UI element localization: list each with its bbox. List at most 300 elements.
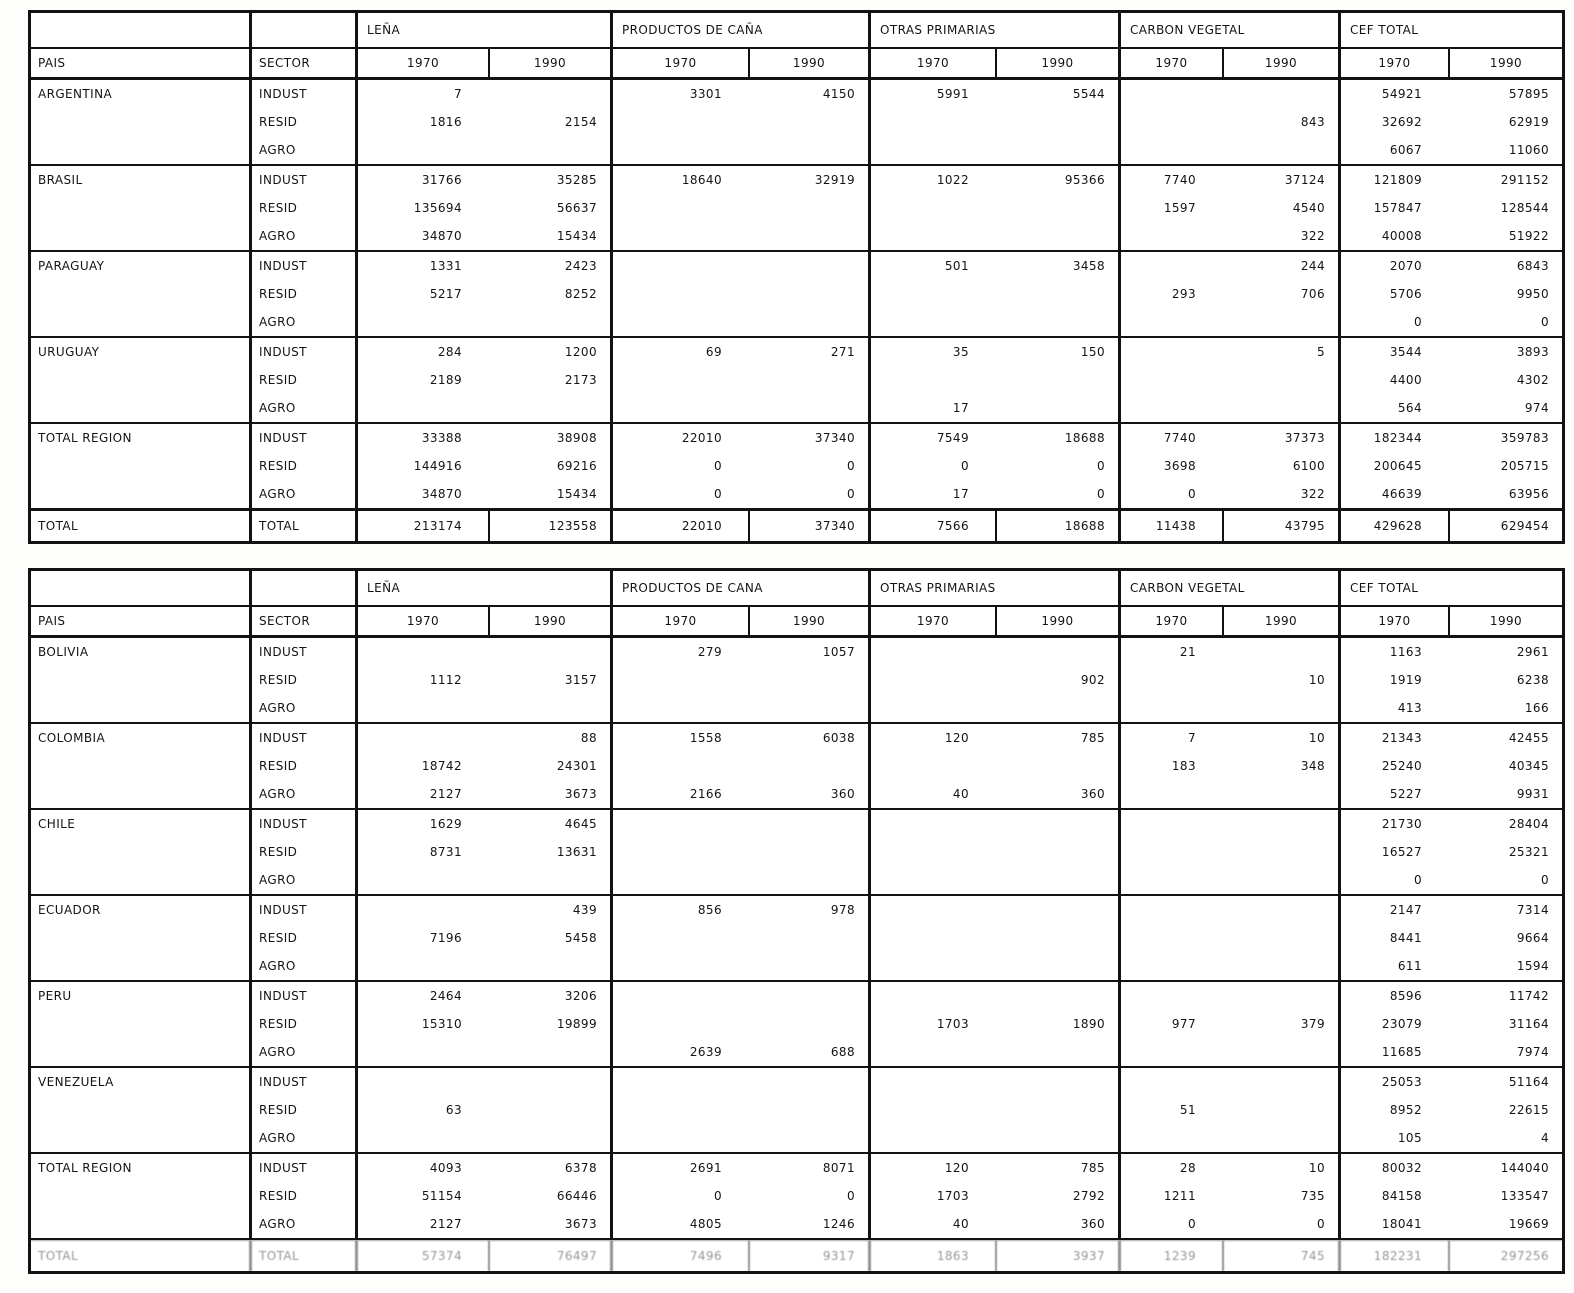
value-cell: 10 <box>1308 1161 1325 1175</box>
value-cell <box>995 280 1118 308</box>
sector-label: AGRO <box>249 694 355 722</box>
value-cell: 2639 <box>610 1038 748 1066</box>
country-block <box>31 1154 1562 1240</box>
value-cell <box>488 1096 610 1124</box>
value-cell <box>610 366 748 394</box>
value-cell: 37340 <box>814 431 855 445</box>
value-cell: 19669 <box>1508 1217 1549 1231</box>
value-cell: 13631 <box>556 845 597 859</box>
year-header: 1970 <box>610 607 748 635</box>
energy-table-region-1 <box>28 10 1565 544</box>
value-cell: 10 <box>1308 731 1325 745</box>
value-cell: 8731 <box>355 838 488 866</box>
value-cell <box>995 1038 1118 1066</box>
total-sector-label: TOTAL <box>249 1241 355 1271</box>
value-cell: 166 <box>1524 701 1549 715</box>
value-cell: 1211 <box>1118 1182 1222 1210</box>
value-cell <box>1222 780 1338 808</box>
value-cell: 1246 <box>822 1217 855 1231</box>
value-cell: 32692 <box>1338 108 1448 136</box>
value-cell <box>995 308 1118 336</box>
country-block <box>31 896 1562 982</box>
value-cell: 6843 <box>1516 259 1549 273</box>
value-cell: 3301 <box>610 80 748 108</box>
value-cell <box>610 838 748 866</box>
value-cell <box>488 638 610 666</box>
sector-label: AGRO <box>249 952 355 980</box>
sector-label: RESID <box>249 924 355 952</box>
value-cell <box>1222 924 1338 952</box>
value-cell: 611 <box>1338 952 1448 980</box>
total-value-cell: 7496 <box>610 1241 748 1271</box>
corner-blank <box>31 571 249 605</box>
value-cell <box>868 1038 995 1066</box>
year-header: 1970 <box>1338 49 1448 77</box>
value-cell: 0 <box>1338 308 1448 336</box>
value-cell: 40 <box>868 1210 995 1238</box>
value-cell: 735 <box>1300 1189 1325 1203</box>
value-cell: 0 <box>610 1182 748 1210</box>
sector-label: INDUST <box>249 724 355 752</box>
corner-blank <box>249 571 355 605</box>
sector-label: INDUST <box>249 810 355 838</box>
value-cell: 7314 <box>1516 903 1549 917</box>
country-label: BOLIVIA <box>38 645 89 659</box>
column-group-header-row <box>31 571 1562 607</box>
value-cell: 348 <box>1300 759 1325 773</box>
value-cell: 5991 <box>868 80 995 108</box>
value-cell <box>355 866 488 894</box>
value-cell <box>355 694 488 722</box>
value-cell <box>868 222 995 250</box>
value-cell: 24301 <box>556 759 597 773</box>
country-block <box>31 252 1562 338</box>
value-cell: 9664 <box>1516 931 1549 945</box>
value-cell <box>748 838 868 866</box>
value-cell: 1112 <box>355 666 488 694</box>
value-cell: 37373 <box>1284 431 1325 445</box>
value-cell: 183 <box>1118 752 1222 780</box>
value-cell <box>610 136 748 164</box>
value-cell <box>610 1068 748 1096</box>
value-cell: 785 <box>1080 731 1105 745</box>
value-cell: 843 <box>1300 115 1325 129</box>
value-cell: 0 <box>1118 1210 1222 1238</box>
year-header: 1970 <box>868 49 995 77</box>
value-cell <box>868 752 995 780</box>
value-cell: 1703 <box>868 1182 995 1210</box>
value-cell <box>1222 136 1338 164</box>
value-cell <box>995 866 1118 894</box>
value-cell: 21730 <box>1338 810 1448 838</box>
sector-label: AGRO <box>249 1038 355 1066</box>
value-cell <box>1222 638 1338 666</box>
value-cell: 46639 <box>1338 480 1448 508</box>
value-cell <box>1118 338 1222 366</box>
value-cell: 2154 <box>564 115 597 129</box>
column-group-header: PRODUCTOS DE CAÑA <box>610 13 868 47</box>
value-cell <box>868 666 995 694</box>
year-header: 1990 <box>488 49 610 77</box>
sector-label: AGRO <box>249 136 355 164</box>
value-cell: 785 <box>1080 1161 1105 1175</box>
total-value-cell: 9317 <box>748 1241 868 1271</box>
value-cell <box>868 952 995 980</box>
value-cell: 379 <box>1300 1017 1325 1031</box>
value-cell <box>995 810 1118 838</box>
value-cell <box>610 924 748 952</box>
value-cell: 35 <box>868 338 995 366</box>
value-cell: 5217 <box>355 280 488 308</box>
value-cell <box>748 866 868 894</box>
value-cell: 4150 <box>822 87 855 101</box>
value-cell: 38908 <box>556 431 597 445</box>
value-cell <box>610 222 748 250</box>
sector-label: RESID <box>249 1182 355 1210</box>
value-cell: 360 <box>1080 1217 1105 1231</box>
value-cell <box>610 308 748 336</box>
value-cell: 80032 <box>1338 1154 1448 1182</box>
value-cell <box>1118 1124 1222 1152</box>
value-cell <box>868 1068 995 1096</box>
value-cell: 11060 <box>1508 143 1549 157</box>
country-label: PARAGUAY <box>38 259 105 273</box>
value-cell <box>1118 666 1222 694</box>
value-cell: 18742 <box>355 752 488 780</box>
value-cell <box>868 810 995 838</box>
value-cell: 17 <box>868 480 995 508</box>
value-cell <box>868 366 995 394</box>
column-group-header: CEF TOTAL <box>1338 571 1562 605</box>
column-group-header: PRODUCTOS DE CANA <box>610 571 868 605</box>
value-cell: 4400 <box>1338 366 1448 394</box>
value-cell: 0 <box>610 452 748 480</box>
value-cell: 2070 <box>1338 252 1448 280</box>
sector-label: INDUST <box>249 896 355 924</box>
value-cell <box>748 982 868 1010</box>
value-cell: 0 <box>1338 866 1448 894</box>
value-cell: 4540 <box>1292 201 1325 215</box>
value-cell <box>1222 952 1338 980</box>
year-header: 1970 <box>1118 49 1222 77</box>
value-cell: 35285 <box>556 173 597 187</box>
value-cell: 5227 <box>1338 780 1448 808</box>
sector-label: INDUST <box>249 1068 355 1096</box>
value-cell: 34870 <box>355 480 488 508</box>
value-cell <box>748 394 868 422</box>
value-cell: 688 <box>830 1045 855 1059</box>
value-cell: 51922 <box>1508 229 1549 243</box>
year-header: 1990 <box>995 49 1118 77</box>
value-cell: 7 <box>355 80 488 108</box>
value-cell: 128544 <box>1500 201 1549 215</box>
value-cell: 4302 <box>1516 373 1549 387</box>
value-cell <box>1222 1124 1338 1152</box>
value-cell: 2464 <box>355 982 488 1010</box>
value-cell <box>995 136 1118 164</box>
value-cell: 0 <box>1096 487 1105 501</box>
year-header: 1990 <box>1448 607 1562 635</box>
value-cell: 22615 <box>1508 1103 1549 1117</box>
value-cell: 244 <box>1300 259 1325 273</box>
value-cell: 2792 <box>1072 1189 1105 1203</box>
country-block <box>31 810 1562 896</box>
total-value-cell: 43795 <box>1222 511 1338 541</box>
value-cell: 57895 <box>1508 87 1549 101</box>
value-cell <box>995 752 1118 780</box>
value-cell: 16527 <box>1338 838 1448 866</box>
value-cell <box>748 252 868 280</box>
value-cell <box>1118 982 1222 1010</box>
value-cell: 2173 <box>564 373 597 387</box>
country-block <box>31 724 1562 810</box>
value-cell: 293 <box>1118 280 1222 308</box>
value-cell <box>1222 694 1338 722</box>
value-cell <box>748 136 868 164</box>
value-cell <box>488 1068 610 1096</box>
sector-label: AGRO <box>249 308 355 336</box>
value-cell <box>610 752 748 780</box>
value-cell <box>1118 1038 1222 1066</box>
value-cell <box>995 982 1118 1010</box>
value-cell: 25321 <box>1508 845 1549 859</box>
year-header: 1970 <box>1118 607 1222 635</box>
value-cell: 0 <box>846 459 855 473</box>
value-cell: 1200 <box>564 345 597 359</box>
value-cell <box>1222 896 1338 924</box>
value-cell <box>1118 1068 1222 1096</box>
value-cell: 88 <box>580 731 597 745</box>
sector-label: INDUST <box>249 424 355 452</box>
value-cell <box>488 394 610 422</box>
value-cell <box>488 1124 610 1152</box>
value-cell: 40345 <box>1508 759 1549 773</box>
value-cell <box>748 924 868 952</box>
country-label: ARGENTINA <box>38 87 113 101</box>
value-cell: 360 <box>1080 787 1105 801</box>
sector-label: INDUST <box>249 1154 355 1182</box>
country-label: PERU <box>38 989 72 1003</box>
sector-label: RESID <box>249 1096 355 1124</box>
value-cell: 34870 <box>355 222 488 250</box>
value-cell: 144916 <box>355 452 488 480</box>
country-label: BRASIL <box>38 173 83 187</box>
value-cell <box>748 752 868 780</box>
value-cell <box>488 1038 610 1066</box>
value-cell: 63956 <box>1508 487 1549 501</box>
value-cell <box>1118 924 1222 952</box>
country-block <box>31 80 1562 166</box>
value-cell <box>355 1124 488 1152</box>
value-cell <box>1222 838 1338 866</box>
value-cell <box>1118 222 1222 250</box>
value-cell: 51164 <box>1508 1075 1549 1089</box>
country-label: CHILE <box>38 817 76 831</box>
value-cell: 17 <box>868 394 995 422</box>
value-cell: 1594 <box>1516 959 1549 973</box>
year-header: 1990 <box>995 607 1118 635</box>
value-cell: 1558 <box>610 724 748 752</box>
value-cell <box>355 394 488 422</box>
sector-label: RESID <box>249 752 355 780</box>
value-cell <box>748 952 868 980</box>
year-header: 1990 <box>748 49 868 77</box>
value-cell <box>1118 308 1222 336</box>
total-value-cell: 745 <box>1222 1241 1338 1271</box>
value-cell: 37124 <box>1284 173 1325 187</box>
value-cell: 322 <box>1300 229 1325 243</box>
sector-label: INDUST <box>249 166 355 194</box>
total-row <box>31 1240 1562 1271</box>
sector-label: RESID <box>249 194 355 222</box>
sector-label: AGRO <box>249 480 355 508</box>
value-cell: 291152 <box>1500 173 1549 187</box>
value-cell: 66446 <box>556 1189 597 1203</box>
sector-label: RESID <box>249 452 355 480</box>
value-cell <box>488 80 610 108</box>
value-cell: 144040 <box>1500 1161 1549 1175</box>
value-cell: 3673 <box>564 787 597 801</box>
value-cell <box>355 896 488 924</box>
value-cell <box>610 194 748 222</box>
value-cell <box>1222 308 1338 336</box>
value-cell: 284 <box>355 338 488 366</box>
value-cell: 8252 <box>564 287 597 301</box>
value-cell: 95366 <box>1064 173 1105 187</box>
total-label: TOTAL <box>38 1249 79 1263</box>
value-cell <box>748 308 868 336</box>
value-cell <box>995 694 1118 722</box>
value-cell: 18041 <box>1338 1210 1448 1238</box>
value-cell: 6100 <box>1292 459 1325 473</box>
value-cell: 6238 <box>1516 673 1549 687</box>
value-cell: 1022 <box>868 166 995 194</box>
value-cell <box>995 838 1118 866</box>
pais-header: PAIS <box>38 56 66 70</box>
value-cell <box>748 194 868 222</box>
value-cell: 974 <box>1524 401 1549 415</box>
country-block <box>31 424 1562 510</box>
value-cell: 439 <box>572 903 597 917</box>
value-cell <box>748 108 868 136</box>
value-cell <box>1118 952 1222 980</box>
value-cell: 11742 <box>1508 989 1549 1003</box>
value-cell: 15310 <box>355 1010 488 1038</box>
country-block <box>31 982 1562 1068</box>
total-value-cell: 57374 <box>355 1241 488 1271</box>
value-cell <box>1222 982 1338 1010</box>
value-cell: 120 <box>868 724 995 752</box>
value-cell: 69216 <box>556 459 597 473</box>
column-group-header: OTRAS PRIMARIAS <box>868 571 1118 605</box>
value-cell: 0 <box>1118 480 1222 508</box>
value-cell: 5706 <box>1338 280 1448 308</box>
value-cell <box>488 136 610 164</box>
value-cell: 0 <box>1540 873 1549 887</box>
value-cell <box>1118 252 1222 280</box>
sector-label: RESID <box>249 366 355 394</box>
value-cell <box>1118 896 1222 924</box>
value-cell: 271 <box>830 345 855 359</box>
value-cell <box>748 222 868 250</box>
value-cell: 200645 <box>1338 452 1448 480</box>
value-cell: 2423 <box>564 259 597 273</box>
value-cell: 501 <box>868 252 995 280</box>
value-cell <box>995 1124 1118 1152</box>
value-cell: 7549 <box>868 424 995 452</box>
corner-blank <box>249 13 355 47</box>
sector-label: AGRO <box>249 866 355 894</box>
value-cell: 28 <box>1118 1154 1222 1182</box>
total-value-cell: 11438 <box>1118 511 1222 541</box>
value-cell: 1890 <box>1072 1017 1105 1031</box>
value-cell: 6038 <box>822 731 855 745</box>
value-cell <box>1222 1038 1338 1066</box>
value-cell: 19899 <box>556 1017 597 1031</box>
value-cell: 2166 <box>610 780 748 808</box>
value-cell: 978 <box>830 903 855 917</box>
total-value-cell: 18688 <box>995 511 1118 541</box>
value-cell: 62919 <box>1508 115 1549 129</box>
year-header: 1970 <box>355 49 488 77</box>
value-cell <box>868 924 995 952</box>
sector-label: AGRO <box>249 1210 355 1238</box>
value-cell: 1057 <box>822 645 855 659</box>
value-cell: 3206 <box>564 989 597 1003</box>
column-group-header: CARBON VEGETAL <box>1118 13 1338 47</box>
value-cell <box>1118 838 1222 866</box>
energy-table-region-2 <box>28 568 1565 1274</box>
value-cell: 15434 <box>556 229 597 243</box>
value-cell <box>995 924 1118 952</box>
country-block <box>31 1068 1562 1154</box>
sector-label: RESID <box>249 838 355 866</box>
value-cell <box>868 308 995 336</box>
value-cell: 9931 <box>1516 787 1549 801</box>
sector-header: SECTOR <box>249 607 355 635</box>
value-cell <box>488 866 610 894</box>
value-cell: 1919 <box>1338 666 1448 694</box>
value-cell <box>868 1096 995 1124</box>
value-cell: 7196 <box>355 924 488 952</box>
value-cell <box>1118 394 1222 422</box>
value-cell: 5 <box>1316 345 1325 359</box>
column-group-header: OTRAS PRIMARIAS <box>868 13 1118 47</box>
value-cell: 0 <box>846 1189 855 1203</box>
country-block <box>31 166 1562 252</box>
value-cell <box>995 222 1118 250</box>
value-cell: 84158 <box>1338 1182 1448 1210</box>
sector-label: AGRO <box>249 394 355 422</box>
value-cell <box>355 136 488 164</box>
value-cell: 133547 <box>1500 1189 1549 1203</box>
value-cell <box>355 308 488 336</box>
value-cell: 32919 <box>814 173 855 187</box>
value-cell: 3157 <box>564 673 597 687</box>
value-cell <box>1118 866 1222 894</box>
value-cell <box>868 194 995 222</box>
value-cell <box>995 366 1118 394</box>
value-cell <box>868 982 995 1010</box>
value-cell <box>995 394 1118 422</box>
value-cell <box>488 952 610 980</box>
value-cell <box>610 1096 748 1124</box>
sector-label: RESID <box>249 108 355 136</box>
year-header: 1990 <box>1448 49 1562 77</box>
value-cell: 22010 <box>610 424 748 452</box>
value-cell <box>748 1096 868 1124</box>
value-cell <box>610 394 748 422</box>
